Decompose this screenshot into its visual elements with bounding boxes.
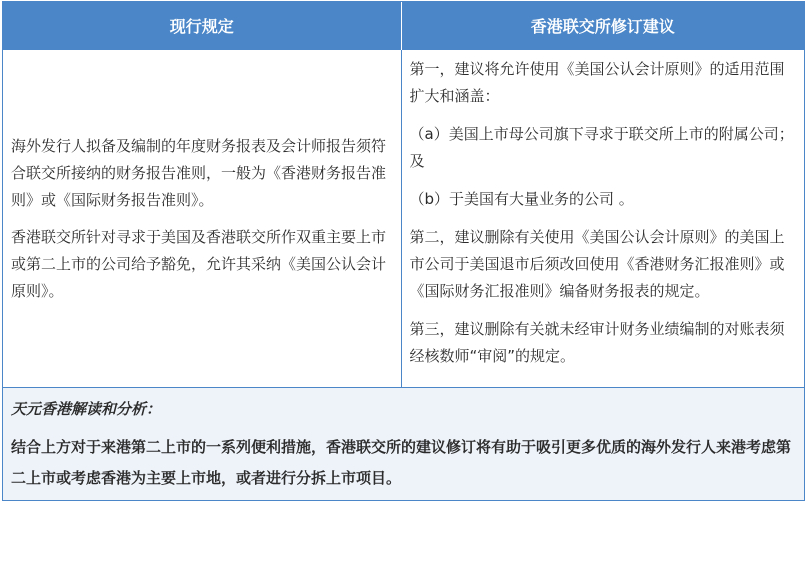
proposal-paragraph: （a）美国上市母公司旗下寻求于联交所上市的附属公司；及	[409, 125, 794, 170]
analysis-section	[3, 387, 804, 500]
proposal-paragraph: （b）于美国有大量业务的公司 。	[409, 190, 634, 208]
rules-comparison-table	[3, 2, 804, 387]
analysis-title: 天元香港解读和分析：	[11, 400, 162, 418]
table-row	[3, 50, 804, 388]
current-rules-cell	[3, 50, 401, 388]
proposal-paragraph: 第三，建议删除有关就未经审计财务业绩编制的对账表须经核数师“审阅”的规定。	[409, 320, 785, 365]
rules-comparison-document	[2, 1, 805, 501]
header-hkex-proposal: 香港联交所修订建议	[401, 2, 804, 50]
current-rule-paragraph: 海外发行人拟备及编制的年度财务报表及会计师报告须符合联交所接纳的财务报告准则，一般为《香港财务报告准则》或《国际财务报告准则》。	[11, 136, 387, 209]
analysis-body: 结合上方对于来港第二上市的一系列便利措施，香港联交所的建议修订将有助于吸引更多优质的海外发行人来港考虑第二上市或考虑香港为主要上市地，或者进行分拆上市项目。	[11, 438, 792, 487]
proposal-paragraph: 第二，建议删除有关使用《美国公认会计原则》的美国上市公司于美国退市后须改回使用《香港财务汇报准则》或《国际财务汇报准则》编备财务报表的规定。	[409, 228, 785, 300]
proposal-paragraph: 第一，建议将允许使用《美国公认会计原则》的适用范围扩大和涵盖：	[409, 60, 785, 105]
table-header-row	[3, 2, 804, 50]
header-current-rules: 现行规定	[3, 2, 401, 50]
proposal-cell	[401, 50, 804, 388]
current-rule-paragraph: 香港联交所针对寻求于美国及香港联交所作双重主要上市或第二上市的公司给予豁免，允许其采纳《美国公认会计原则》。	[11, 227, 387, 300]
